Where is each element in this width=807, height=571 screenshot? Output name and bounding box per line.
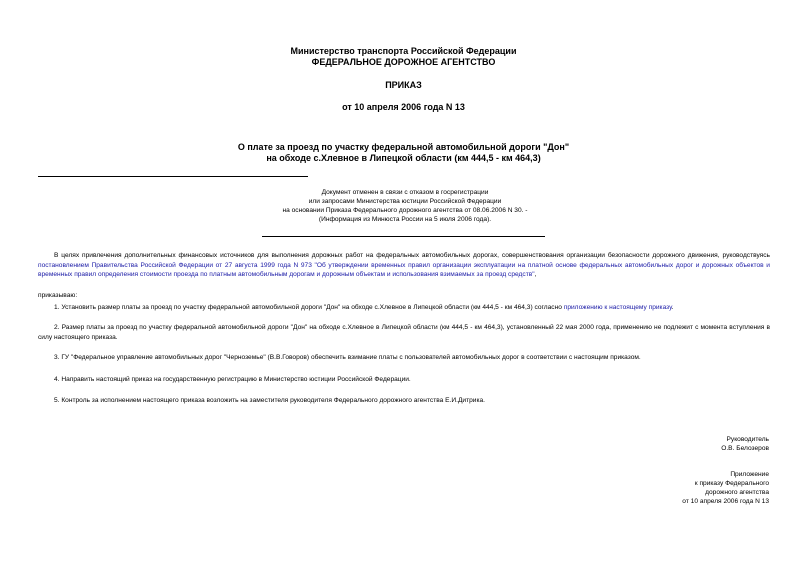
signature-block [721,435,769,453]
divider-note [262,236,545,237]
note-line4: (Информация из Минюста России на 5 июля 2006 года). [318,216,492,223]
agency-name: ФЕДЕРАЛЬНОЕ ДОРОЖНОЕ АГЕНТСТВО [311,57,496,67]
note-line1: Документ отменен в связи с отказом в госрегистрации [321,189,489,196]
note-line2: или запросами Министерства юстиции Российской Федерации [308,198,502,205]
item-2: 2. Размер платы за проезд по участку федеральной автомобильной дороги "Дон" на обходе с.Хлевное в Липецкой области (км 444,5 - км 464,3), установленный 22 мая 2000 года, применению не подлежит с момента вступления в силу настоящего приказа. [38,324,770,341]
doc-date-number: от 10 апреля 2006 года N 13 [342,102,465,112]
item-5: 5. Контроль за исполнением настоящего приказа возложить на заместителя руководителя Федерального дорожного агентства Е.И.Дитрика. [54,397,485,404]
appendix-line4: от 10 апреля 2006 года N 13 [682,498,769,505]
appendix-line3: дорожного агентства [705,489,769,496]
appendix-line1: Приложение [730,471,769,478]
order-word: приказываю: [38,292,78,299]
cancellation-note [240,188,570,224]
note-line3: на основании Приказа Федерального дорожного агентства от 08.06.2006 N 30. - [282,207,528,214]
item-1-end: . [671,304,674,311]
divider-top [38,176,308,177]
appendix-block [682,470,769,506]
item-1-text: 1. Установить размер платы за проезд по участку федеральной автомобильной дороги "Дон" на обходе с.Хлевное в Липецкой области (км 444,5 - км 464,3) согласно [54,304,564,311]
government-decree-link[interactable]: постановлением Правительства Российской Федерации от 27 августа 1999 года N 973 "Об утверждении временных правил организации эксплуатации на платной основе федеральных автомобильных дорог и дорожных объектов и временных правил определения стоимости проезда по платным автомобильным дорогам и дорожным объектам и использования взимаемых за проезд средств" [38,261,770,278]
preamble-end: , [534,271,537,278]
ministry-name: Министерство транспорта Российской Федерации [290,46,517,56]
signature-name: О.В. Белозеров [721,445,769,452]
item-4: 4. Направить настоящий приказ на государственную регистрацию в Министерство юстиции Российской Федерации. [54,376,411,383]
preamble-text: В целях привлечения дополнительных финансовых источников для выполнения дорожных работ на федеральных автомобильных дорогах, совершенствования организации безопасности дорожного движения, руководствуясь [54,252,770,259]
appendix-link[interactable]: приложению к настоящему приказу [563,304,672,311]
preamble-paragraph [38,251,770,280]
item-1 [38,303,770,313]
doc-title-line1: О плате за проезд по участку федеральной автомобильной дороги "Дон" [237,142,570,152]
doc-title-line2: на обходе с.Хлевное в Липецкой области (км 444,5 - км 464,3) [266,153,541,163]
signature-position: Руководитель [726,436,769,443]
appendix-line2: к приказу Федерального [694,480,769,487]
item-3: 3. ГУ "Федеральное управление автомобильных дорог "Черноземье" (В.В.Говоров) обеспечить взимание платы с пользователей автомобильных дорог в соответствии с настоящим приказом. [54,354,641,361]
doc-type: ПРИКАЗ [385,80,422,90]
